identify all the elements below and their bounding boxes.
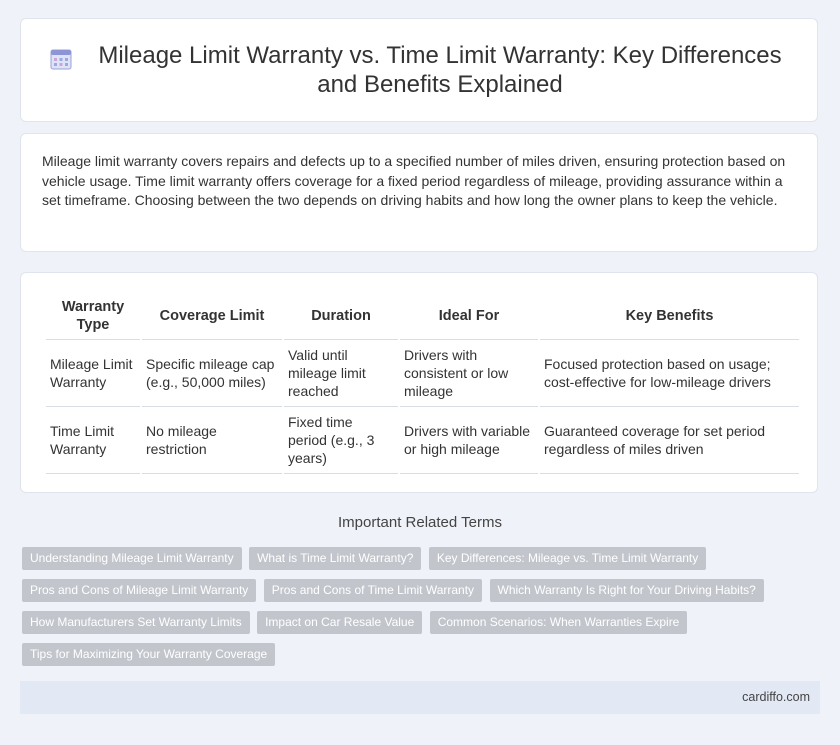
related-term-link[interactable]: What is Time Limit Warranty? (249, 547, 421, 570)
footer-site-link[interactable]: cardiffo.com (742, 690, 810, 704)
table-cell: Guaranteed coverage for set period regardless of miles driven (540, 407, 799, 474)
related-term-link[interactable]: Tips for Maximizing Your Warranty Coverage (22, 643, 275, 666)
intro-card (20, 133, 818, 252)
related-term-link[interactable]: Key Differences: Mileage vs. Time Limit Warranty (429, 547, 706, 570)
table-row (46, 407, 799, 474)
related-terms-list (22, 547, 802, 675)
table-cell: Drivers with consistent or low mileage (400, 340, 538, 407)
table-cell: Drivers with variable or high mileage (400, 407, 538, 474)
table-row (46, 340, 799, 407)
related-term-link[interactable]: Understanding Mileage Limit Warranty (22, 547, 242, 570)
header-coverage-limit: Coverage Limit (142, 293, 282, 340)
page-title: Mileage Limit Warranty vs. Time Limit Warranty: Key Differences and Benefits Explained (98, 42, 782, 98)
table-cell: Valid until mileage limit reached (284, 340, 398, 407)
related-term-link[interactable]: Common Scenarios: When Warranties Expire (430, 611, 688, 634)
footer (20, 681, 820, 714)
table-header-row (46, 293, 799, 340)
intro-paragraph: Mileage limit warranty covers repairs and defects up to a specified number of miles driven, ensuring protection based on vehicle usage. Time limit warranty offers coverage for a fixed period regardless of mileage, providing assurance within a set timeframe. Choosing between the two depends on driving habits and how long the owner plans to keep the vehicle. (42, 153, 786, 208)
related-term-link[interactable]: Impact on Car Resale Value (257, 611, 422, 634)
table-cell: Mileage Limit Warranty (46, 340, 140, 407)
table-card (20, 272, 818, 493)
table-cell: No mileage restriction (142, 407, 282, 474)
related-term-link[interactable]: Which Warranty Is Right for Your Driving Habits? (490, 579, 764, 602)
related-term-link[interactable]: Pros and Cons of Time Limit Warranty (264, 579, 482, 602)
table-cell: Time Limit Warranty (46, 407, 140, 474)
table-cell: Specific mileage cap (e.g., 50,000 miles) (142, 340, 282, 407)
title-wrap (49, 41, 789, 99)
related-term-link[interactable]: How Manufacturers Set Warranty Limits (22, 611, 250, 634)
calendar-icon (49, 47, 73, 71)
related-terms-title: Important Related Terms (338, 514, 502, 531)
table-cell: Focused protection based on usage; cost-effective for low-mileage drivers (540, 340, 799, 407)
header-ideal-for: Ideal For (400, 293, 538, 340)
header-key-benefits: Key Benefits (540, 293, 799, 340)
header-warranty-type: Warranty Type (46, 293, 140, 340)
table-cell: Fixed time period (e.g., 3 years) (284, 407, 398, 474)
header-duration: Duration (284, 293, 398, 340)
comparison-table (44, 293, 801, 474)
related-term-link[interactable]: Pros and Cons of Mileage Limit Warranty (22, 579, 256, 602)
title-card (20, 18, 818, 122)
